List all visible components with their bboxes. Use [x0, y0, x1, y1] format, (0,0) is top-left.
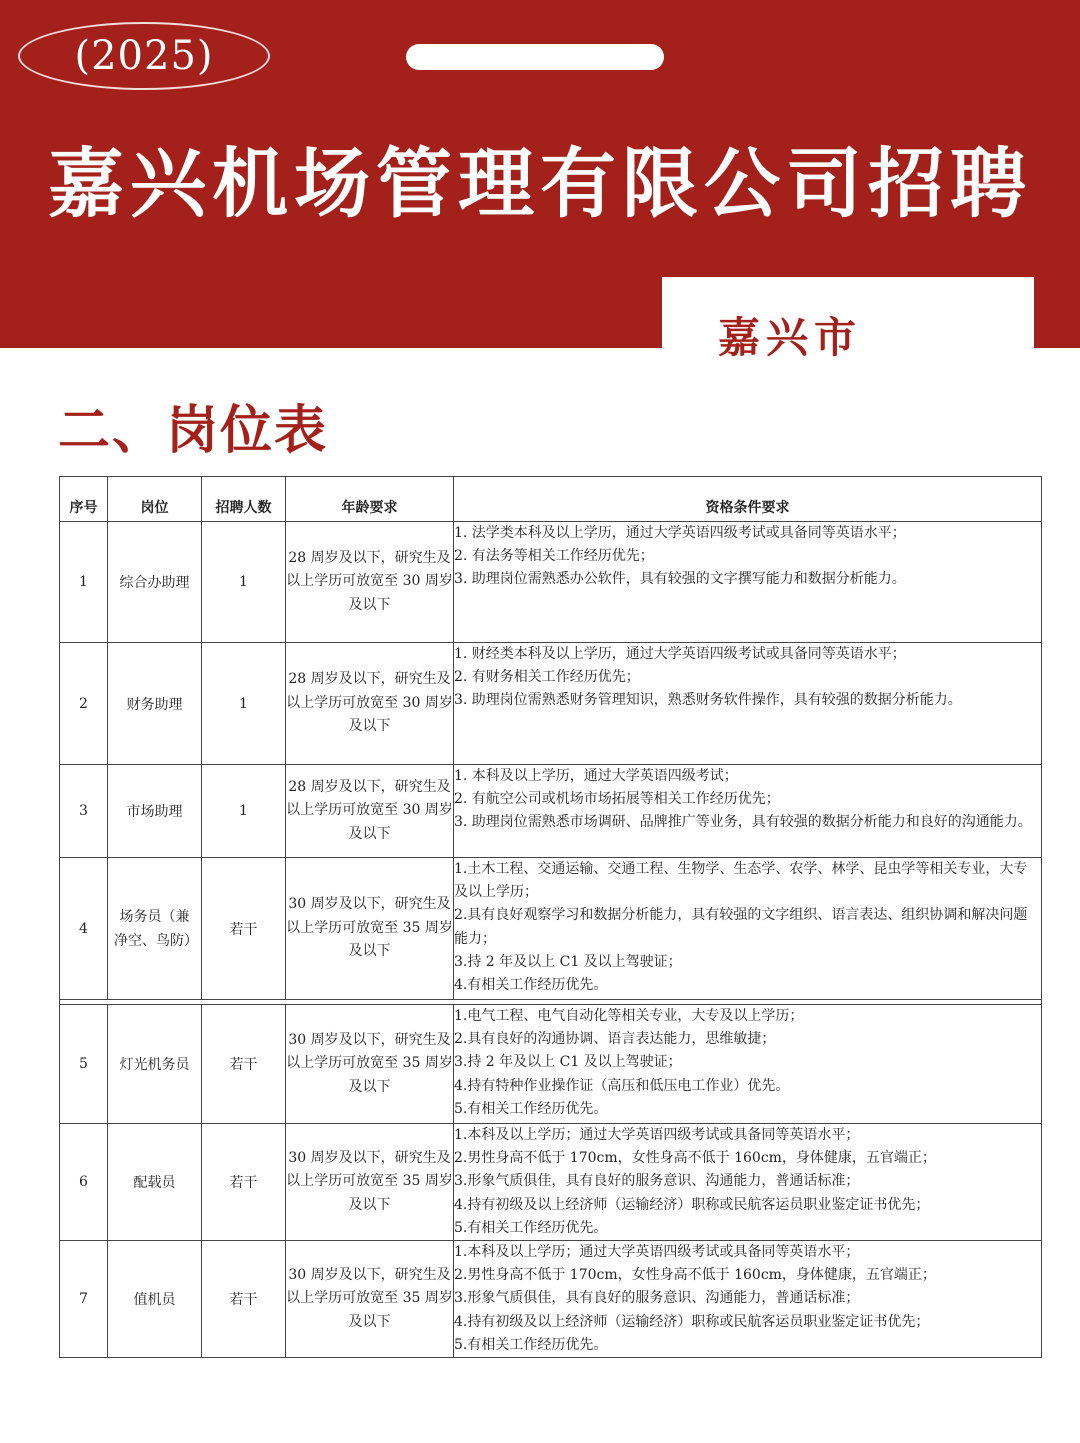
table-row [60, 643, 1042, 765]
cell-requirements [454, 1005, 1042, 1124]
cell-no: 7 [60, 1241, 108, 1358]
requirement-line: 2. 有财务相关工作经历优先； [454, 669, 640, 686]
cell-count: 若干 [202, 1005, 286, 1124]
cell-no: 1 [60, 522, 108, 643]
table-row [60, 858, 1042, 1000]
header-requirements: 资格条件要求 [454, 477, 1042, 522]
requirement-line: 3.持 2 年及以上 C1 及以上驾驶证； [454, 953, 682, 970]
cell-position: 综合办助理 [108, 522, 202, 643]
cell-no: 2 [60, 643, 108, 765]
requirement-line: 1.本科及以上学历；通过大学英语四级考试或具备同等英语水平； [454, 1127, 860, 1143]
requirement-line: 4.持有初级及以上经济师（运输经济）职称或民航客运员职业鉴定证书优先； [454, 1313, 930, 1330]
requirement-line: 3.持 2 年及以上 C1 及以上驾驶证； [454, 1054, 682, 1071]
page-title: 嘉兴机场管理有限公司招聘 [48, 139, 1032, 228]
requirement-line: 1. 本科及以上学历，通过大学英语四级考试； [454, 768, 738, 784]
cell-position: 配载员 [108, 1124, 202, 1241]
requirement-line: 5.有相关工作经历优先。 [454, 1336, 608, 1353]
cell-count: 1 [202, 643, 286, 765]
cell-age: 30 周岁及以下，研究生及以上学历可放宽至 35 周岁及以下 [286, 1124, 454, 1241]
table-header-row [60, 477, 1042, 522]
requirement-line: 1.电气工程、电气自动化等相关专业，大专及以上学历； [454, 1008, 804, 1024]
requirement-line: 2. 有法务等相关工作经历优先； [454, 548, 654, 565]
header-no: 序号 [60, 477, 108, 522]
requirement-line: 3. 助理岗位需熟悉财务管理知识，熟悉财务软件操作，具有较强的数据分析能力。 [454, 692, 962, 709]
city-tag [662, 277, 1034, 367]
job-table [59, 476, 1042, 1358]
requirement-line: 2.男性身高不低于 170cm，女性身高不低于 160cm，身体健康，五官端正； [454, 1267, 936, 1284]
cell-requirements [454, 1124, 1042, 1241]
requirement-line: 3. 助理岗位需熟悉市场调研、品牌推广等业务，具有较强的数据分析能力和良好的沟通能力。 [454, 814, 1032, 831]
table-row [60, 1005, 1042, 1124]
requirement-line: 3. 助理岗位需熟悉办公软件，具有较强的文字撰写能力和数据分析能力。 [454, 571, 906, 588]
requirement-line: 4.持有特种作业操作证（高压和低压电工作业）优先。 [454, 1077, 790, 1094]
cell-age: 30 周岁及以下，研究生及以上学历可放宽至 35 周岁及以下 [286, 858, 454, 1000]
section-title: 二、岗位表 [58, 401, 329, 461]
requirement-line: 3.形象气质俱佳，具有良好的服务意识、沟通能力，普通话标准； [454, 1173, 860, 1190]
cell-no: 3 [60, 765, 108, 858]
requirement-line: 1.土木工程、交通运输、交通工程、生物学、生态学、农学、林学、昆虫学等相关专业，大专及以上学历； [454, 861, 1028, 901]
cell-position: 财务助理 [108, 643, 202, 765]
table-row [60, 1241, 1042, 1358]
cell-age: 28 周岁及以下，研究生及以上学历可放宽至 30 周岁及以下 [286, 765, 454, 858]
requirement-line: 2.具有良好观察学习和数据分析能力，具有较强的文字组织、语言表达、组织协调和解决问题能力； [454, 907, 1028, 947]
requirement-line: 4.有相关工作经历优先。 [454, 977, 608, 994]
year-badge [18, 22, 270, 90]
decorative-pill [406, 44, 664, 70]
requirement-line: 2.具有良好的沟通协调、语言表达能力，思维敏捷； [454, 1031, 776, 1048]
requirement-line: 2.男性身高不低于 170cm，女性身高不低于 160cm，身体健康，五官端正； [454, 1150, 936, 1167]
cell-position: 场务员（兼净空、鸟防） [108, 858, 202, 1000]
cell-count: 若干 [202, 1241, 286, 1358]
requirement-line: 4.持有初级及以上经济师（运输经济）职称或民航客运员职业鉴定证书优先； [454, 1196, 930, 1213]
table-row [60, 765, 1042, 858]
requirement-line: 1. 财经类本科及以上学历，通过大学英语四级考试或具备同等英语水平； [454, 646, 906, 662]
cell-requirements [454, 1241, 1042, 1358]
requirement-line: 1. 法学类本科及以上学历，通过大学英语四级考试或具备同等英语水平； [454, 525, 906, 541]
cell-age: 28 周岁及以下，研究生及以上学历可放宽至 30 周岁及以下 [286, 522, 454, 643]
header-count: 招聘人数 [202, 477, 286, 522]
requirement-line: 2. 有航空公司或机场市场拓展等相关工作经历优先； [454, 791, 780, 808]
cell-requirements [454, 643, 1042, 765]
cell-no: 6 [60, 1124, 108, 1241]
cell-position: 值机员 [108, 1241, 202, 1358]
table-row [60, 1124, 1042, 1241]
cell-count: 若干 [202, 1124, 286, 1241]
cell-count: 若干 [202, 858, 286, 1000]
cell-requirements [454, 765, 1042, 858]
table-row [60, 522, 1042, 643]
header-age: 年龄要求 [286, 477, 454, 522]
cell-position: 市场助理 [108, 765, 202, 858]
cell-position: 灯光机务员 [108, 1005, 202, 1124]
cell-age: 30 周岁及以下，研究生及以上学历可放宽至 35 周岁及以下 [286, 1241, 454, 1358]
cell-no: 4 [60, 858, 108, 1000]
cell-age: 30 周岁及以下，研究生及以上学历可放宽至 35 周岁及以下 [286, 1005, 454, 1124]
requirement-line: 3.形象气质俱佳，具有良好的服务意识、沟通能力，普通话标准； [454, 1290, 860, 1307]
cell-requirements [454, 522, 1042, 643]
cell-age: 28 周岁及以下，研究生及以上学历可放宽至 30 周岁及以下 [286, 643, 454, 765]
cell-count: 1 [202, 765, 286, 858]
city-text: 嘉兴市 [718, 313, 863, 362]
cell-count: 1 [202, 522, 286, 643]
year-text: (2025) [74, 33, 214, 79]
requirement-line: 5.有相关工作经历优先。 [454, 1100, 608, 1117]
requirement-line: 5.有相关工作经历优先。 [454, 1219, 608, 1236]
cell-no: 5 [60, 1005, 108, 1124]
requirement-line: 1.本科及以上学历；通过大学英语四级考试或具备同等英语水平； [454, 1244, 860, 1261]
cell-requirements [454, 858, 1042, 1000]
header-position: 岗位 [108, 477, 202, 522]
